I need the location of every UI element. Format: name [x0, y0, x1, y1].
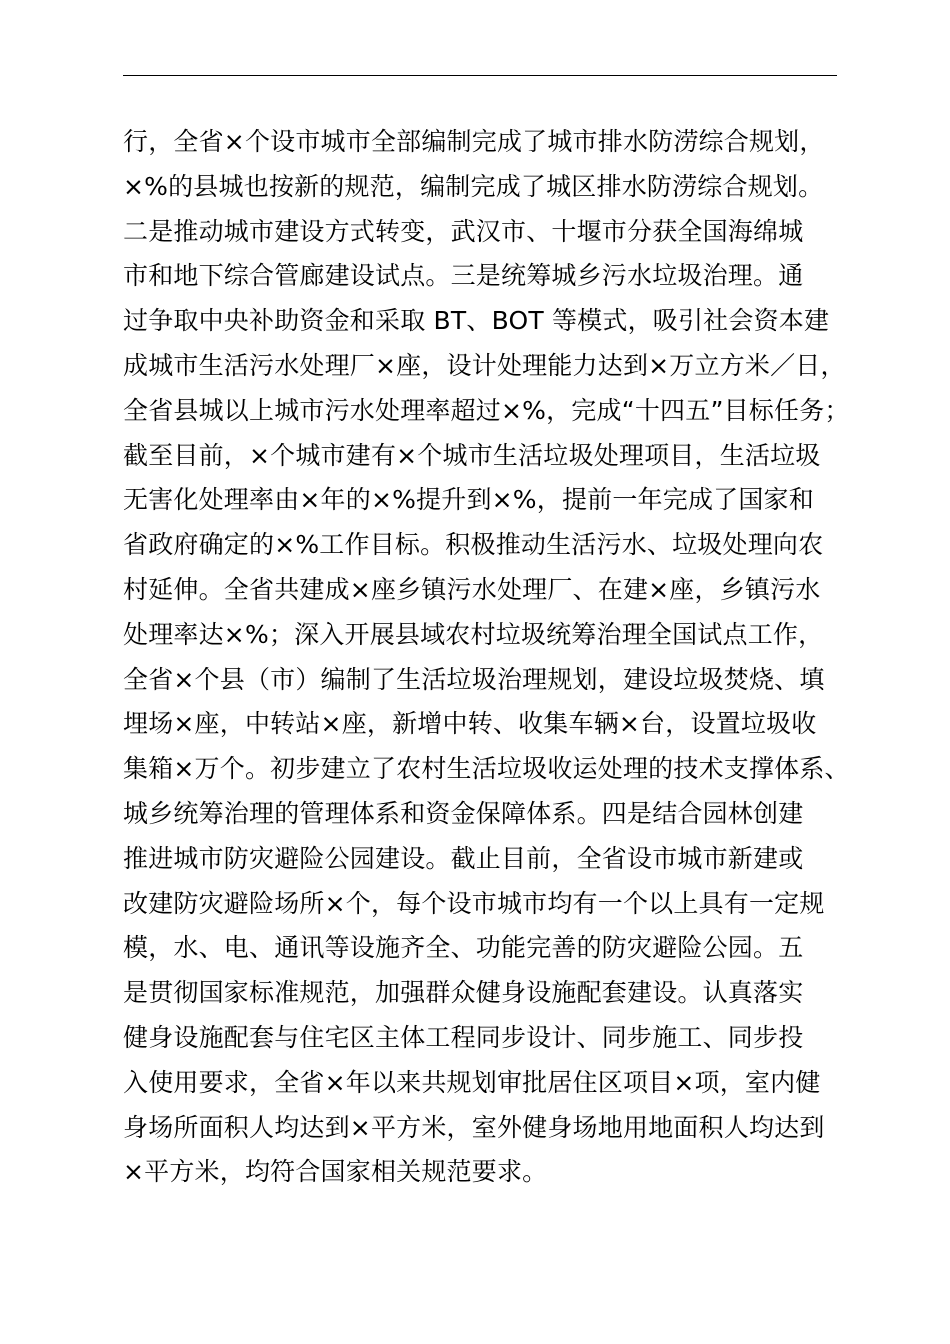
text-line: 全省×个县（市）编制了生活垃圾治理规划，建设垃圾焚烧、填: [123, 664, 825, 694]
text-line: 身场所面积人均达到×平方米，室外健身场地用地面积人均达到: [123, 1112, 825, 1142]
text-line: 推进城市防灾避险公园建设。截止目前，全省设市城市新建或: [123, 843, 804, 873]
text-line: 模，水、电、通讯等设施齐全、功能完善的防灾避险公园。五: [123, 933, 804, 963]
text-line: 省政府确定的×%工作目标。积极推动生活污水、垃圾处理向农: [123, 530, 824, 560]
text-line: 成城市生活污水处理厂×座，设计处理能力达到×万立方米／日，: [123, 350, 846, 380]
text-line: 入使用要求，全省×年以来共规划审批居住区项目×项，室内健: [123, 1067, 821, 1097]
text-line: 集箱×万个。初步建立了农村生活垃圾收运处理的技术支撑体系、: [123, 754, 850, 784]
text-line: 城乡统筹治理的管理体系和资金保障体系。四是结合园林创建: [123, 798, 804, 828]
body-paragraph: [123, 120, 850, 1195]
text-line: 埋场×座，中转站×座，新增中转、收集车辆×台，设置垃圾收: [123, 709, 817, 739]
text-line: 是贯彻国家标准规范，加强群众健身设施配套建设。认真落实: [123, 978, 804, 1008]
text-line: 村延伸。全省共建成×座乡镇污水处理厂、在建×座，乡镇污水: [123, 574, 821, 604]
text-line: ×%的县城也按新的规范，编制完成了城区排水防涝综合规划。: [123, 171, 824, 201]
text-line: 改建防灾避险场所×个，每个设市城市均有一个以上具有一定规: [123, 888, 825, 918]
text-line: 二是推动城市建设方式转变，武汉市、十堰市分获全国海绵城: [123, 216, 804, 246]
header-rule: [123, 75, 837, 76]
text-line: 无害化处理率由×年的×%提升到×%，提前一年完成了国家和: [123, 485, 814, 515]
text-line: 市和地下综合管廊建设试点。三是统筹城乡污水垃圾治理。通: [123, 261, 804, 291]
text-line: 处理率达×%；深入开展县域农村垃圾统筹治理全国试点工作，: [123, 619, 824, 649]
text-line: ×平方米，均符合国家相关规范要求。: [123, 1157, 548, 1187]
text-line: 过争取中央补助资金和采取 BT、BOT 等模式，吸引社会资本建: [123, 306, 830, 336]
text-line: 健身设施配套与住宅区主体工程同步设计、同步施工、同步投: [123, 1022, 804, 1052]
text-line: 行，全省×个设市城市全部编制完成了城市排水防涝综合规划，: [123, 127, 825, 156]
text-line: 截至目前，×个城市建有×个城市生活垃圾处理项目，生活垃圾: [123, 440, 821, 470]
text-line: 全省县城以上城市污水处理率超过×%，完成“十四五”目标任务；: [123, 395, 850, 425]
